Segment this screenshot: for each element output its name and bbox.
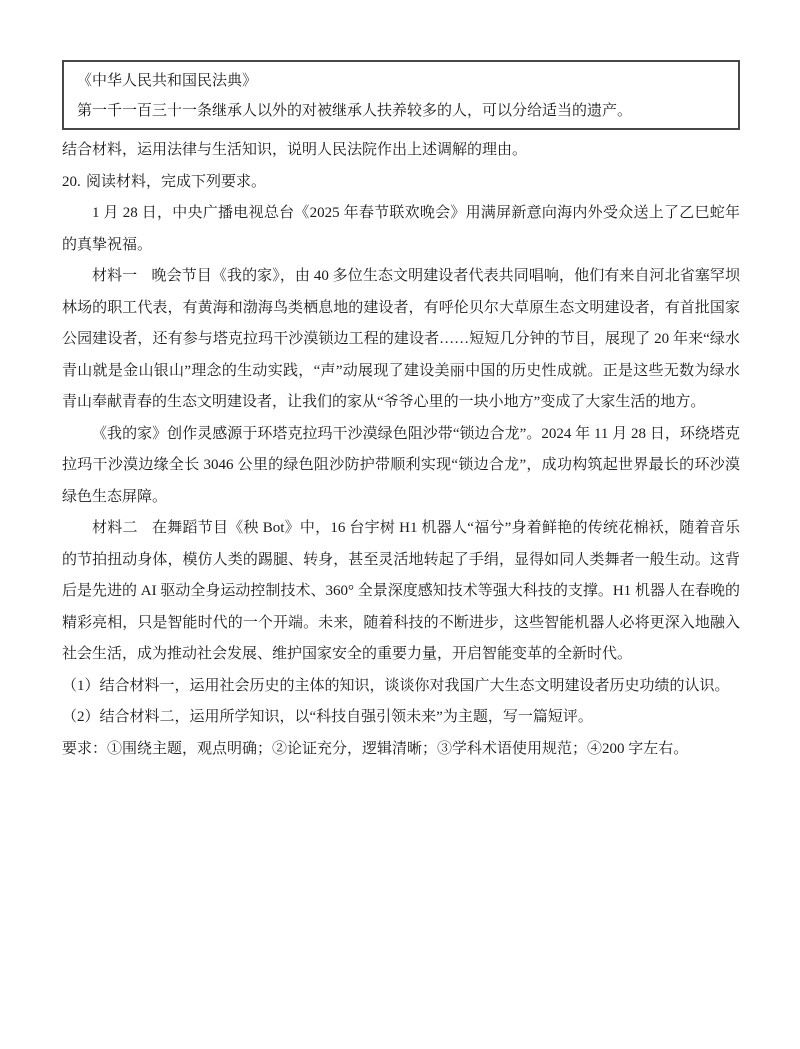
material1-paragraph1-text: 晚会节目《我的家》，由 40 多位生态文明建设者代表共同唱响，他们有来自河北省塞罕坝林场的职工代表，有黄海和渤海鸟类栖息地的建设者，有呼伦贝尔大草原生态文明建设者，有首批国家公园建设者，还有参与塔克拉玛干沙漠锁边工程的建设者……短短几分钟的节目，展现了 20 年来“绿水青山就是金山银山”理念的生动实践，“声”动展现了建设美丽中国的历史性成就。正是这些无数为绿水青山奉献青春的生态文明建设者，让我们的家从“爷爷心里的一块小地方”变成了大家生活的地方。	[62, 268, 740, 410]
civil-code-box	[62, 60, 740, 130]
answer-requirements: 要求：①围绕主题，观点明确；②论证充分，逻辑清晰；③学科术语使用规范；④200 字左右。	[62, 740, 689, 757]
question19-instruction: 结合材料，运用法律与生活知识，说明人民法院作出上述调解的理由。	[62, 142, 528, 158]
question20-intro: 1 月 28 日，中央广播电视总台《2025 年春节联欢晚会》用满屏新意向海内外受众送上了乙巳蛇年的真挚祝福。	[62, 205, 740, 253]
subquestion-2: （2）结合材料二，运用所学知识，以“科技自强引领未来”为主题，写一篇短评。	[62, 709, 593, 725]
material1-paragraph1	[62, 261, 740, 419]
material1-label: 材料一	[92, 268, 138, 284]
question20-prompt: 阅读材料，完成下列要求。	[86, 173, 267, 190]
material2-label: 材料二	[92, 520, 138, 536]
question20-header	[62, 167, 740, 199]
civil-code-article: 第一千一百三十一条继承人以外的对被继承人扶养较多的人，可以分给适当的遗产。	[77, 103, 633, 119]
civil-code-title: 《中华人民共和国民法典》	[77, 73, 258, 89]
material2-paragraph-text: 在舞蹈节目《秧 Bot》中，16 台宇树 H1 机器人“福兮”身着鲜艳的传统花棉袄，随着音乐的节拍扭动身体，模仿人类的踢腿、转身，甚至灵活地转起了手绢，显得如同人类舞者一般生动。这背后是先进的 AI 驱动全身运动控制技术、360° 全景深度感知技术等强大科技的支撑。H1 机器人在春晚的精彩亮相，只是智能时代的一个开端。未来，随着科技的不断进步，这些智能机器人必将更深入地融入社会生活，成为推动社会发展、维护国家安全的重要力量，开启智能变革的全新时代。	[62, 520, 740, 662]
question20-number: 20.	[62, 173, 81, 190]
exam-document-page	[62, 60, 740, 765]
material1-paragraph2: 《我的家》创作灵感源于环塔克拉玛干沙漠绿色阻沙带“锁边合龙”。2024 年 11 月 28 日，环绕塔克拉玛干沙漠边缘全长 3046 公里的绿色阻沙防护带顺利实现“锁边合龙”，成功构筑起世界最长的环沙漠绿色生态屏障。	[62, 425, 740, 505]
subquestion-1: （1）结合材料一，运用社会历史的主体的知识，谈谈你对我国广大生态文明建设者历史功绩的认识。	[62, 677, 730, 694]
material2-paragraph	[62, 513, 740, 671]
